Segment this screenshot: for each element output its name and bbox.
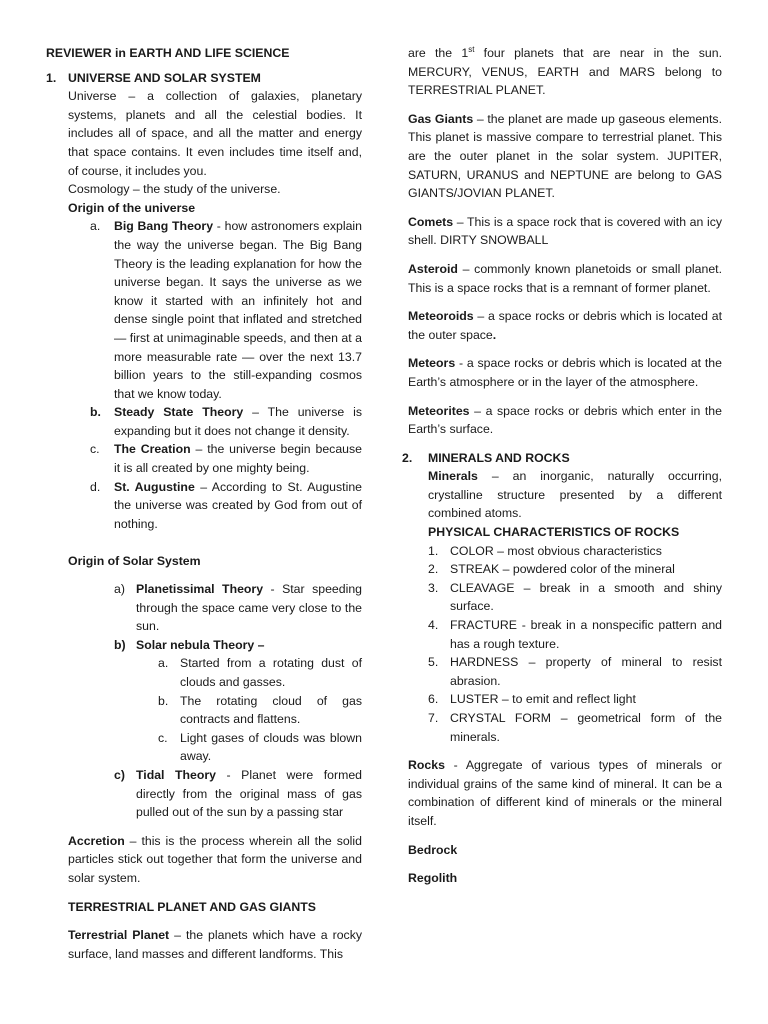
comets-definition: Comets – This is a space rock that is covered with an icy shell. DIRTY SNOWBALL [408,214,722,248]
cosmology-definition: Cosmology – the study of the universe. [68,182,281,197]
list-item: c) Tidal Theory - Planet were formed directly from the original mass of gas pulled out of the sun by a passing star [114,767,362,820]
characteristics-list [428,542,722,747]
list-item: b. The rotating cloud of gas contracts and flattens. [158,693,362,727]
list-item: 5. HARDNESS – property of mineral to resist abrasion. [428,655,722,688]
list-item: a. Big Bang Theory - how astronomers explain the way the universe began. The Big Bang Theory is the leading explanation for how the universe began. It says the universe as we know it started with an infinitely hot and dense single point that inflated and stretched — first at unimaginable speeds, and then at a more measurable rate — over the next 13.7 billion years to the still-expanding cosmos that we know today. [90,219,362,401]
list-item: b) Solar nebula Theory – [114,637,265,652]
bedrock-heading: Bedrock [408,842,458,857]
physical-characteristics-heading: PHYSICAL CHARACTERISTICS OF ROCKS [428,525,680,540]
origin-solar-heading: Origin of Solar System [68,554,201,569]
terrestrial-planet-definition: Terrestrial Planet – the planets which have a rocky surface, land masses and different landforms. This [68,928,362,961]
solar-nebula-sublist [158,654,362,766]
asteroid-definition: Asteroid – commonly known planetoids or small planet. This is a space rocks that is a remnant of former planet. [408,261,722,295]
section-2-heading: 2. MINERALS AND ROCKS [402,450,570,465]
left-column [46,44,362,963]
universe-definition: Universe – a collection of galaxies, planetary systems, planets and all the celestial bodies. It includes all of space, and all the matter and energy that space contains. It even includes time itself and, of course, it includes you. [68,89,362,178]
meteorites-definition: Meteorites – a space rocks or debris which enter in the Earth’s surface. [408,403,722,437]
list-item: b. Steady State Theory – The universe is expanding but it does not change it density. [90,405,362,438]
terrestrial-planet-continuation: are the 1st four planets that are near in the sun. MERCURY, VENUS, EARTH and MARS belong to TERRESTRIAL PLANET. [408,44,722,98]
list-item: 1. COLOR – most obvious characteristics [428,543,662,558]
section-1-heading: 1. UNIVERSE AND SOLAR SYSTEM [46,70,261,85]
list-item: 7. CRYSTAL FORM – geometrical form of the minerals. [428,711,722,744]
right-column [402,44,722,888]
document-title: REVIEWER in EARTH AND LIFE SCIENCE [46,46,290,60]
section-1-body [68,87,362,963]
meteors-definition: Meteors - a space rocks or debris which is located at the Earth’s atmosphere or in the layer of the atmosphere. [408,356,722,389]
list-item: 2. STREAK – powdered color of the mineral [428,562,675,577]
gas-giants-definition: Gas Giants – the planet are made up gaseous elements. This planet is massive compare to terrestrial planet. This are the outer planet in the solar system. JUPITER, SATURN, URANUS and NEPTUNE are belong to GAS GIANTS/JOVIAN PLANET. [408,111,722,201]
list-item: c. The Creation – the universe begin because it is all created by one mighty being. [90,442,362,476]
list-item: 6. LUSTER – to emit and reflect light [428,692,636,707]
origin-universe-list [90,217,362,533]
meteoroids-definition: Meteoroids – a space rocks or debris which is located at the outer space. [408,309,722,342]
regolith-heading: Regolith [408,871,458,886]
section-2-body [428,467,722,746]
accretion-definition: Accretion – this is the process wherein all the solid particles stick out together that form the universe and solar system. [68,833,362,885]
list-item: d. St. Augustine – According to St. Augustine the universe was created by God from out of nothing. [90,479,363,531]
minerals-definition: Minerals – an inorganic, naturally occurring, crystalline structure presented by a different combined atoms. [428,469,722,521]
terrestrial-gas-giants-heading: TERRESTRIAL PLANET AND GAS GIANTS [68,899,316,914]
list-item: 3. CLEAVAGE – break in a smooth and shiny surface. [428,580,722,614]
origin-solar-list [114,580,362,822]
list-item: a) Planetissimal Theory - Star speeding through the space came very close to the sun. [114,582,362,634]
list-item: 4. FRACTURE - break in a nonspecific pattern and has a rough texture. [428,618,722,651]
origin-universe-heading: Origin of the universe [68,200,196,215]
list-item: a. Started from a rotating dust of clouds and gasses. [158,656,362,689]
list-item: c. Light gases of clouds was blown away. [158,730,362,764]
rocks-definition: Rocks - Aggregate of various types of minerals or individual grains of the same kind of mineral. It can be a combination of different kind of minerals or the mineral itself. [408,758,722,828]
